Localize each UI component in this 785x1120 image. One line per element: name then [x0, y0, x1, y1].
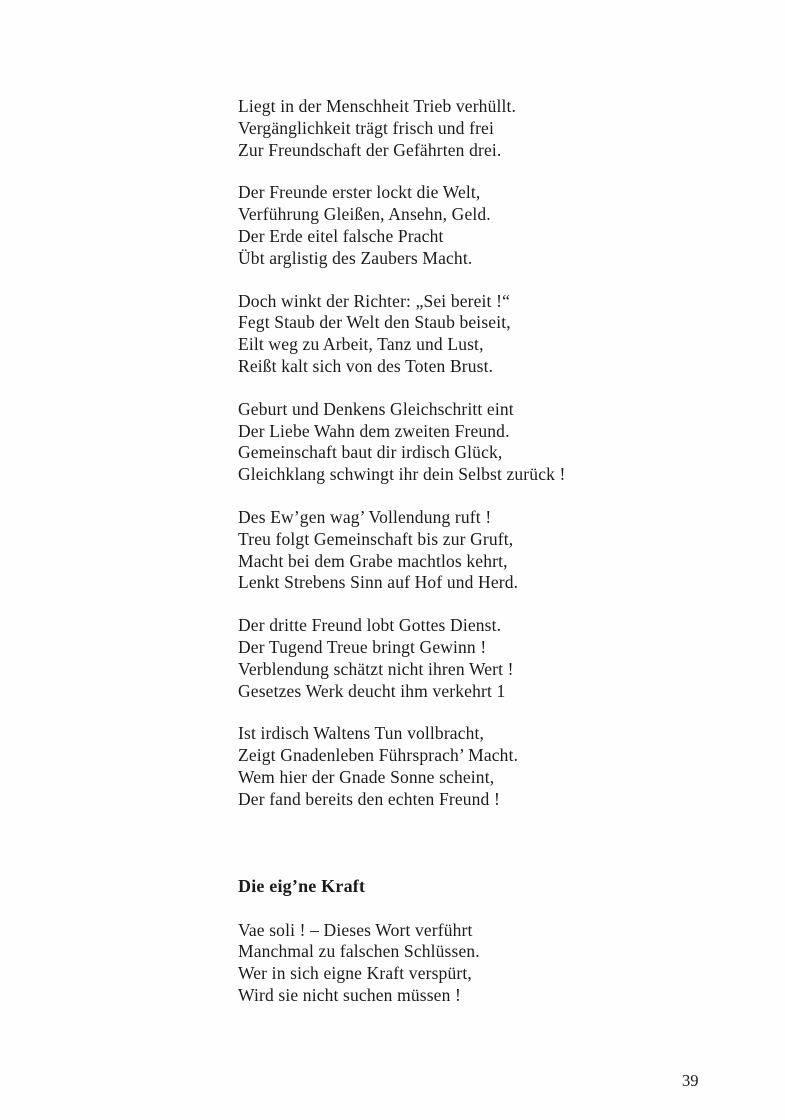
stanza — [238, 507, 658, 594]
poem-line: Reißt kalt sich von des Toten Brust. — [238, 355, 494, 376]
poem-line: Treu folgt Gemeinschaft bis zur Gruft, — [238, 528, 514, 549]
poem-line: Der Tugend Treue bringt Gewinn ! — [238, 636, 487, 657]
poem-line: Der Erde eitel falsche Pracht — [238, 225, 444, 246]
poem-line: Gemeinschaft baut dir irdisch Glück, — [238, 442, 503, 463]
page-number: 39 — [682, 1071, 699, 1090]
stanza — [238, 291, 658, 378]
poem-line: Der Liebe Wahn dem zweiten Freund. — [238, 420, 510, 441]
poem-line: Geburt und Denkens Gleichschritt eint — [238, 398, 514, 419]
poem-line: Liegt in der Menschheit Trieb verhüllt. — [238, 96, 517, 116]
stanza — [238, 399, 658, 486]
poem-line: Fegt Staub der Welt den Staub beiseit, — [238, 312, 511, 333]
stanza — [238, 615, 658, 702]
stanza — [238, 723, 658, 810]
poem-line: Der fand bereits den echten Freund ! — [238, 788, 500, 809]
stanza — [238, 920, 658, 1007]
poem-line: Des Ew’gen wag’ Vollendung ruft ! — [238, 506, 492, 527]
poem-line: Wer in sich eigne Kraft verspürt, — [238, 963, 472, 984]
poem-line: Eilt weg zu Arbeit, Tanz und Lust, — [238, 334, 484, 355]
poem-line: Ist irdisch Waltens Tun vollbracht, — [238, 723, 485, 744]
poem-text-block — [238, 96, 658, 1028]
poem-line: Verblendung schätzt nicht ihren Wert ! — [238, 658, 514, 679]
poem-line: Zur Freundschaft der Gefährten drei. — [238, 139, 502, 160]
stanza — [238, 182, 658, 269]
poem-line: Wem hier der Gnade Sonne scheint, — [238, 766, 495, 787]
poem-line: Zeigt Gnadenleben Führsprach’ Macht. — [238, 745, 519, 766]
stanza — [238, 96, 658, 161]
poem-line: Der Freunde erster lockt die Welt, — [238, 182, 481, 203]
poem-line: Der dritte Freund lobt Gottes Dienst. — [238, 615, 502, 636]
poem-line: Lenkt Strebens Sinn auf Hof und Herd. — [238, 572, 519, 593]
poem-line: Doch winkt der Richter: „Sei bereit !“ — [238, 290, 510, 311]
poem-line: Gleichklang schwingt ihr dein Selbst zurück ! — [238, 464, 566, 485]
poem-line: Macht bei dem Grabe machtlos kehrt, — [238, 550, 508, 571]
poem-line: Manchmal zu falschen Schlüssen. — [238, 941, 480, 962]
poem-line: Vae soli ! – Dieses Wort verführt — [238, 919, 473, 940]
poem-line: Verführung Gleißen, Ansehn, Geld. — [238, 204, 491, 225]
poem-line: Vergänglichkeit trägt frisch und frei — [238, 117, 494, 138]
poem-line: Gesetzes Werk deucht ihm verkehrt 1 — [238, 680, 506, 701]
poem-title: Die eig’ne Kraft — [238, 875, 366, 896]
poem-line: Wird sie nicht suchen müssen ! — [238, 984, 461, 1005]
poem-line: Übt arglistig des Zaubers Macht. — [238, 247, 473, 268]
